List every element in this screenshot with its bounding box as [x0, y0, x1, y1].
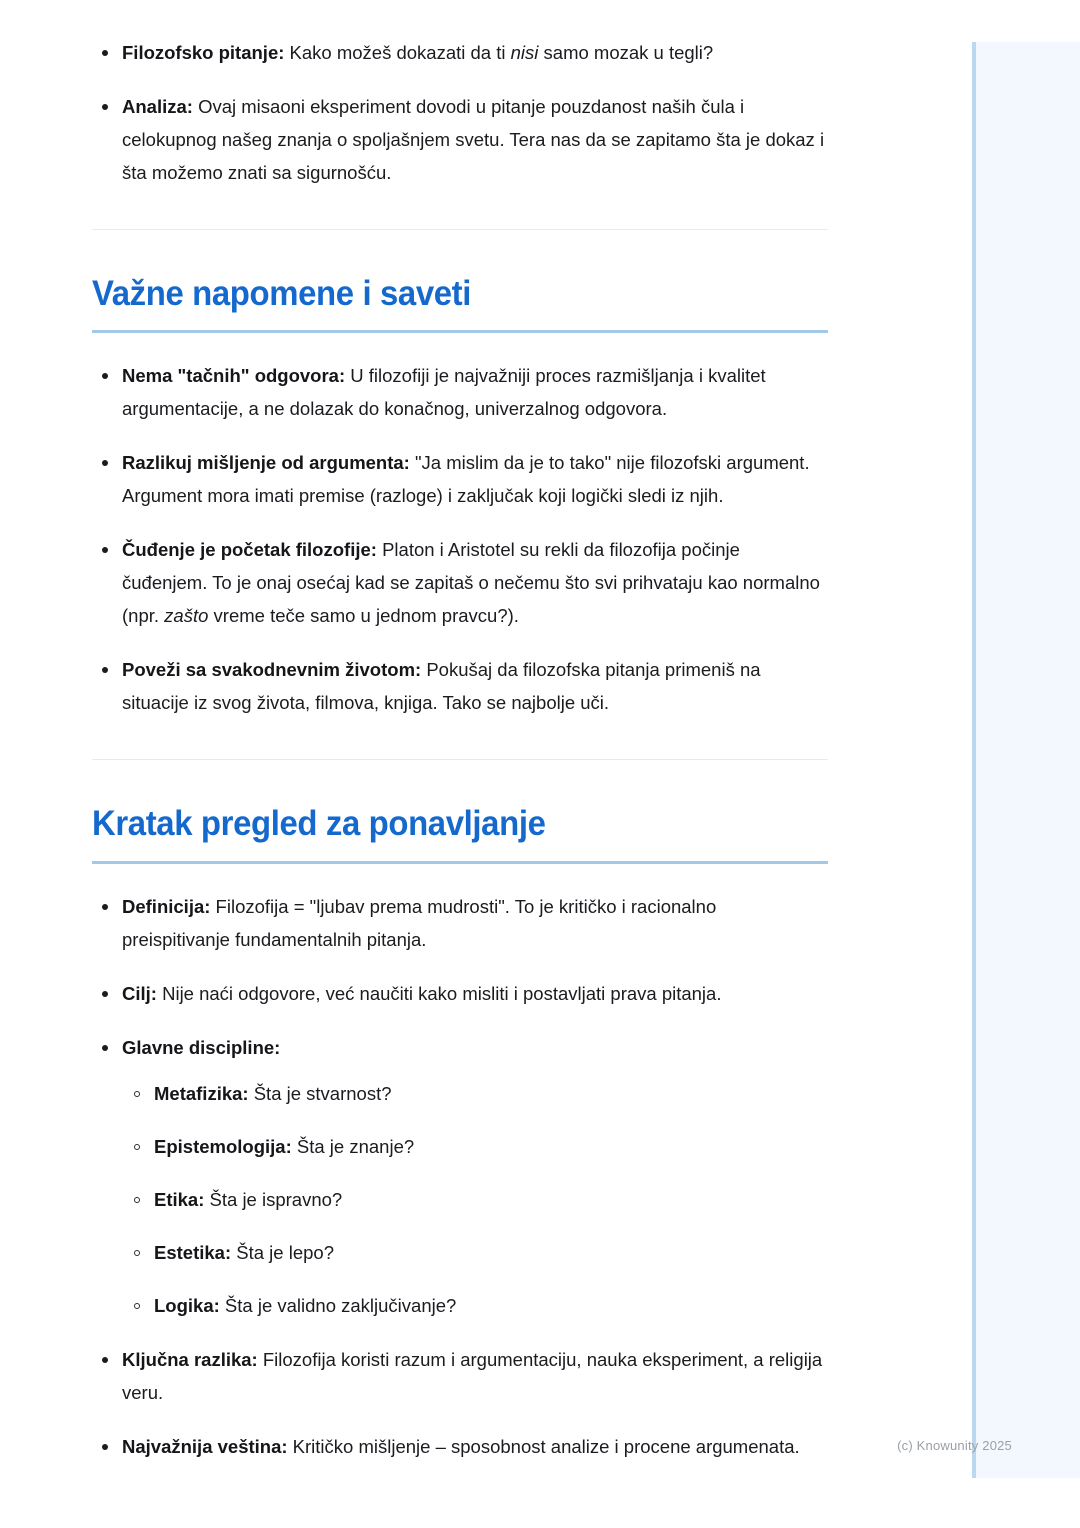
list-item — [92, 90, 828, 189]
list-item-emphasis: zašto — [164, 605, 209, 627]
list-item — [92, 1343, 828, 1409]
list-item-body: Filozofija = "ljubav prema mudrosti". To je kritičko i racionalno preispitivanje fundamentalnih pitanja. — [122, 895, 717, 950]
list-item-body: "Ja mislim da je to tako" nije filozofski argument. Argument mora imati premise (razloge) i zaključak koji logički sledi iz njih. — [122, 452, 810, 507]
sub-list-item — [122, 1237, 828, 1269]
sub-list-item-lead: Epistemologija: — [154, 1135, 292, 1157]
list-item-body: Pokušaj da filozofska pitanja primeniš na situacije iz svog života, filmova, knjiga. Tako se najbolje uči. — [122, 659, 761, 714]
section-divider — [92, 229, 828, 230]
list-item-body: Filozofija koristi razum i argumentaciju, nauka eksperiment, a religija veru. — [122, 1348, 823, 1403]
list-item-lead: Analiza: — [122, 96, 193, 117]
list-item — [92, 1031, 828, 1322]
sub-list-item-lead: Logika: — [154, 1294, 220, 1316]
sub-list-item — [122, 1184, 828, 1216]
list-item-lead: Filozofsko pitanje: — [122, 42, 285, 63]
disciplines-sub-list — [122, 1078, 828, 1322]
intro-bullet-list — [92, 36, 828, 189]
sub-list-item — [122, 1131, 828, 1163]
list-item — [92, 653, 828, 719]
list-item-body: Ovaj misaoni eksperiment dovodi u pitanje pouzdanost naših čula i celokupnog našeg znanja o spoljašnjem svetu. Tera nas da se zapitamo šta je dokaz i šta možemo znati sa sigurnošću. — [122, 96, 825, 183]
list-item-body-tail: vreme teče samo u jednom pravcu?). — [208, 605, 519, 627]
list-item — [92, 359, 828, 425]
copyright-watermark: (c) Knowunity 2025 — [897, 1438, 1012, 1453]
sub-list-item-body: Šta je lepo? — [231, 1241, 334, 1263]
list-item — [92, 890, 828, 956]
section-title-rule — [92, 861, 828, 864]
sub-list-item-body: Šta je stvarnost? — [248, 1082, 392, 1104]
list-item-lead: Ključna razlika: — [122, 1348, 258, 1370]
list-item-body: Nije naći odgovore, već naučiti kako misliti i postavljati prava pitanja. — [156, 982, 722, 1004]
list-item-lead: Razlikuj mišljenje od argumenta: — [122, 452, 410, 474]
list-item — [92, 533, 828, 632]
right-decorative-panel — [972, 42, 1080, 1478]
list-item-body: Platon i Aristotel su rekli da filozofija počinje čuđenjem. To je onaj osećaj kad se zapitaš o nečemu što svi prihvataju kao normalno (npr. — [122, 539, 820, 627]
list-item — [92, 977, 828, 1010]
section-title-review: Kratak pregled za ponavljanje — [92, 804, 546, 844]
tips-bullet-list — [92, 359, 828, 719]
list-item-lead: Čuđenje je početak filozofije: — [122, 539, 377, 561]
list-item-body: Kritičko mišljenje – sposobnost analize i procene argumenata. — [287, 1435, 800, 1457]
sub-list-item-body: Šta je znanje? — [291, 1135, 415, 1157]
list-item-lead: Definicija: — [122, 895, 211, 917]
section-divider — [92, 759, 828, 760]
list-item-body-tail: samo mozak u tegli? — [538, 42, 714, 63]
sub-list-item-lead: Etika: — [154, 1188, 205, 1210]
list-item-emphasis: nisi — [510, 42, 539, 63]
list-item-body: U filozofiji je najvažniji proces razmišljanja i kvalitet argumentacije, a ne dolazak do konačnog, univerzalnog odgovora. — [122, 365, 766, 420]
sub-list-item — [122, 1078, 828, 1110]
list-item-body: Kako možeš dokazati da ti — [284, 42, 511, 63]
sub-list-item-body: Šta je ispravno? — [204, 1188, 343, 1210]
section-title-rule — [92, 330, 828, 333]
list-item — [92, 36, 828, 69]
list-item — [92, 446, 828, 512]
list-item-lead: Poveži sa svakodnevnim životom: — [122, 659, 422, 681]
sub-list-item-lead: Estetika: — [154, 1241, 232, 1263]
section-title-tips: Važne napomene i saveti — [92, 274, 472, 313]
list-item-lead: Glavne discipline: — [122, 1036, 281, 1058]
sub-list-item-lead: Metafizika: — [154, 1082, 249, 1104]
list-item-lead: Cilj: — [122, 982, 157, 1004]
review-bullet-list — [92, 890, 828, 1463]
list-item-lead: Najvažnija veština: — [122, 1435, 288, 1457]
sub-list-item — [122, 1290, 828, 1322]
sub-list-item-body: Šta je validno zaključivanje? — [219, 1294, 457, 1316]
list-item-lead: Nema "tačnih" odgovora: — [122, 365, 346, 387]
